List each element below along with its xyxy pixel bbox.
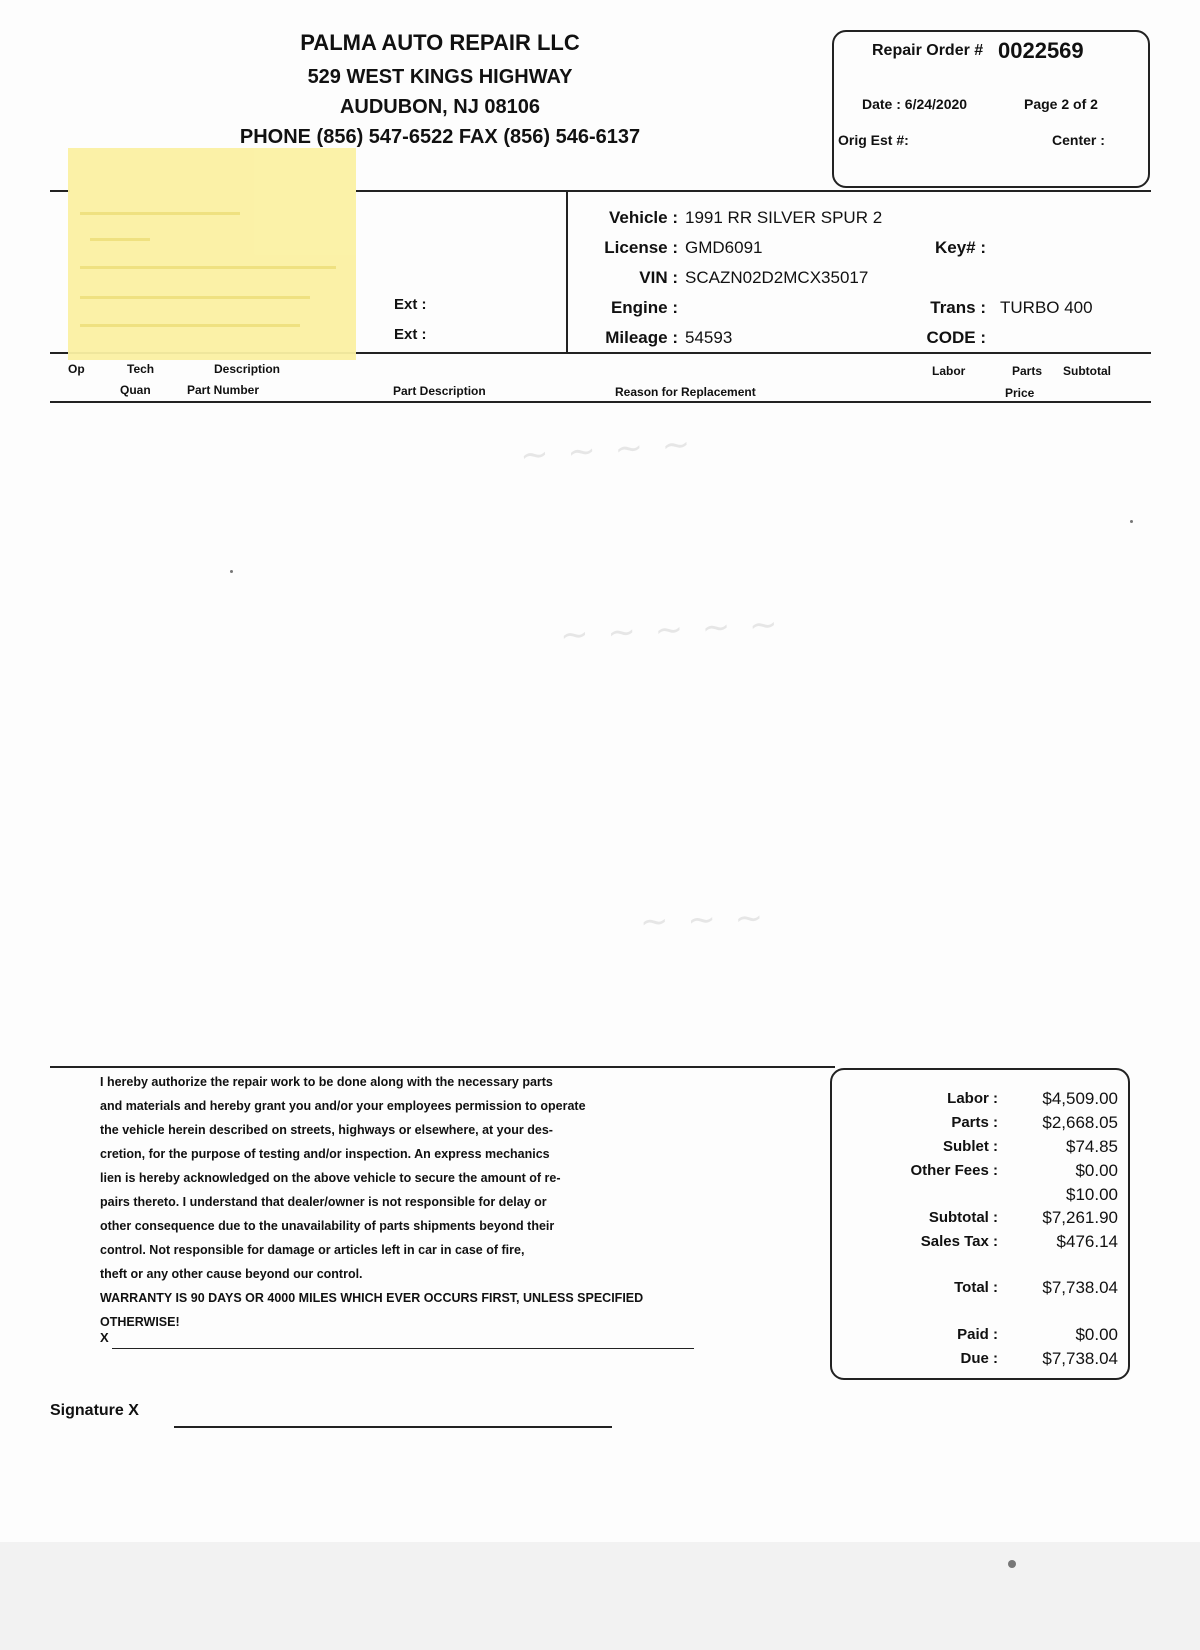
order-date: Date : 6/24/2020 (862, 96, 968, 112)
authorization-line: and materials and hereby grant you and/or your employees permission to operate (100, 1099, 586, 1113)
vin-label: VIN : (639, 268, 678, 287)
paid-value: $0.00 (1075, 1325, 1118, 1344)
show-through-marks: ~ ~ ~ (639, 897, 768, 943)
company-address: 529 WEST KINGS HIGHWAY (307, 66, 573, 88)
col-part-number: Part Number (187, 383, 260, 397)
redacted-line (90, 238, 150, 241)
labor-total-label: Labor : (947, 1090, 998, 1107)
totals-box (830, 1068, 1130, 1380)
repair-order-label: Repair Order # (872, 42, 984, 59)
authorization-line: the vehicle herein described on streets, highways or elsewhere, at your des- (100, 1123, 553, 1137)
col-quan: Quan (120, 383, 151, 397)
orig-est-label: Orig Est #: (838, 132, 909, 148)
authorization-line: lien is hereby acknowledged on the above vehicle to secure the amount of re- (100, 1171, 561, 1185)
subtotal-label: Subtotal : (928, 1209, 998, 1226)
vehicle-value: 1991 RR SILVER SPUR 2 (685, 208, 883, 227)
company-name: PALMA AUTO REPAIR LLC (300, 30, 580, 55)
mileage-label: Mileage : (605, 328, 678, 347)
col-part-description: Part Description (393, 384, 486, 398)
authorization-line: other consequence due to the unavailability of parts shipments beyond their (100, 1219, 555, 1233)
redacted-line (80, 266, 336, 269)
redacted-line (80, 324, 300, 327)
col-description: Description (214, 362, 281, 376)
grand-total-label: Total : (954, 1279, 998, 1296)
license-label: License : (604, 238, 678, 257)
labor-total-value: $4,509.00 (1042, 1089, 1118, 1108)
key-label: Key# : (934, 238, 986, 257)
code-label: CODE : (926, 328, 986, 347)
trans-label: Trans : (930, 298, 986, 317)
redacted-line (80, 296, 310, 299)
authorization-signature-line[interactable] (112, 1348, 694, 1349)
show-through-marks: ~ ~ ~ ~ ~ (559, 604, 783, 656)
ext-label-1: Ext : (394, 296, 427, 313)
col-reason: Reason for Replacement (615, 385, 756, 399)
authorization-text (100, 1070, 720, 1334)
parts-total-label: Parts : (951, 1114, 998, 1131)
vin-value: SCAZN02D2MCX35017 (685, 268, 869, 287)
warranty-line: OTHERWISE! (100, 1315, 180, 1329)
authorization-line: I hereby authorize the repair work to be done along with the necessary parts (100, 1075, 553, 1089)
footer-rule (50, 1066, 835, 1068)
due-value: $7,738.04 (1042, 1349, 1118, 1368)
header-rule (356, 190, 1151, 192)
col-op: Op (68, 362, 85, 376)
col-subtotal: Subtotal (1063, 364, 1111, 378)
page-indicator: Page 2 of 2 (1024, 96, 1098, 112)
col-tech: Tech (127, 362, 155, 376)
scan-speck (1008, 1560, 1016, 1568)
signature-label: Signature X (50, 1402, 139, 1419)
redaction-sticky-note (68, 148, 356, 360)
ext-label-2: Ext : (394, 326, 427, 343)
scan-bottom-strip (0, 1542, 1200, 1650)
center-label: Center : (1052, 132, 1105, 148)
repair-order-box (832, 30, 1150, 188)
scan-speck (230, 570, 233, 573)
col-labor: Labor (932, 364, 966, 378)
scan-speck (1130, 520, 1133, 523)
other-fees-value: $0.00 (1075, 1161, 1118, 1180)
col-parts: Parts (1012, 364, 1043, 378)
company-city: AUDUBON, NJ 08106 (339, 96, 541, 118)
vehicle-label: Vehicle : (609, 208, 678, 227)
paid-label: Paid : (957, 1326, 998, 1343)
due-label: Due : (960, 1350, 998, 1367)
redacted-line (80, 212, 240, 215)
sales-tax-label: Sales Tax : (920, 1233, 998, 1250)
signature-line[interactable] (174, 1426, 612, 1428)
sublet-label: Sublet : (943, 1138, 998, 1155)
trans-value: TURBO 400 (1000, 298, 1093, 317)
company-phone-fax: PHONE (856) 547-6522 FAX (856) 546-6137 (239, 126, 641, 148)
column-header-rule (50, 401, 1151, 403)
show-through-marks: ~ ~ ~ ~ (518, 423, 696, 477)
engine-label: Engine : (610, 298, 678, 317)
authorization-line: cretion, for the purpose of testing and/or inspection. An express mechanics (100, 1147, 550, 1161)
warranty-line: WARRANTY IS 90 DAYS OR 4000 MILES WHICH EVER OCCURS FIRST, UNLESS SPECIFIED (100, 1291, 644, 1305)
sublet-value: $74.85 (1066, 1137, 1118, 1156)
repair-order-number: 0022569 (998, 38, 1084, 63)
grand-total-value: $7,738.04 (1042, 1278, 1118, 1297)
sales-tax-value: $476.14 (1056, 1232, 1118, 1251)
subtotal-value: $7,261.90 (1042, 1208, 1118, 1227)
authorization-line: theft or any other cause beyond our control. (100, 1267, 363, 1281)
col-price: Price (1005, 386, 1035, 400)
header-rule-left (50, 190, 70, 192)
authorization-x-mark: X (100, 1330, 109, 1345)
license-value: GMD6091 (685, 238, 763, 257)
other-fees-label: Other Fees : (910, 1162, 998, 1179)
parts-total-value: $2,668.05 (1042, 1113, 1118, 1132)
mileage-value: 54593 (685, 328, 733, 347)
authorization-line: pairs thereto. I understand that dealer/owner is not responsible for delay or (100, 1195, 547, 1209)
authorization-line: control. Not responsible for damage or articles left in car in case of fire, (100, 1243, 525, 1257)
extra-fee-value: $10.00 (1066, 1185, 1118, 1204)
